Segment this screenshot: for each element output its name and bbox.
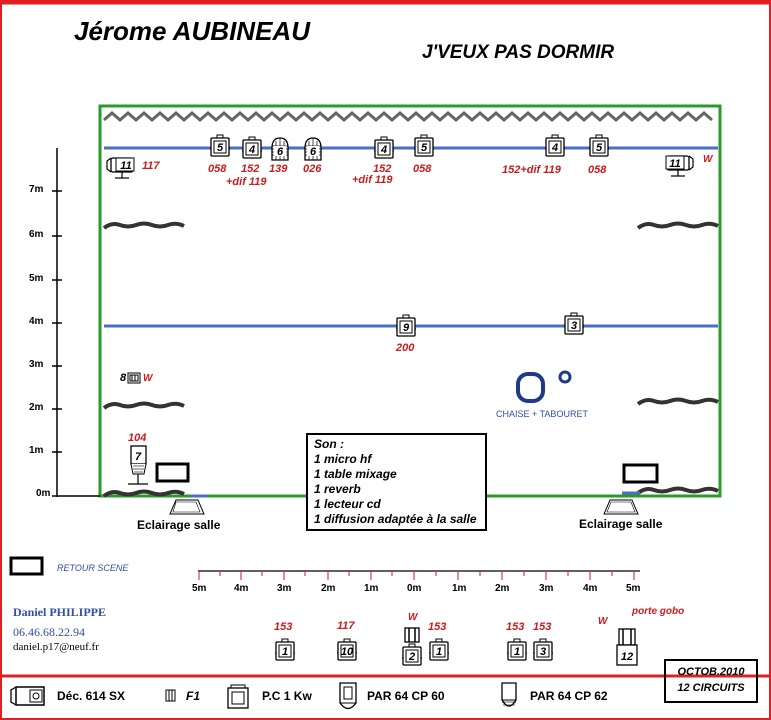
floor-row-fixture-12 <box>617 629 637 665</box>
front-fixture-7 <box>545 135 565 156</box>
floor-gel: W <box>408 612 418 623</box>
sound-item: 1 micro hf <box>314 452 372 466</box>
side-profile-left <box>107 158 134 178</box>
floor-row-fixture-1c <box>507 639 527 660</box>
mid-fixture-3 <box>564 313 584 334</box>
gel-extra-label: +dif 119 <box>352 174 393 186</box>
info-box <box>664 659 758 703</box>
gel-label-floor-7: 104 <box>128 432 147 444</box>
svg-text:3: 3 <box>539 646 547 658</box>
chaise-label: CHAISE + TABOURET <box>496 409 588 419</box>
svg-text:9: 9 <box>402 322 410 334</box>
info-date: OCTOB.2010 <box>677 666 745 678</box>
legend-label: PAR 64 CP 60 <box>367 689 445 703</box>
eclairage-salle-right: Eclairage salle <box>579 517 663 531</box>
f1-fixture-8 <box>128 373 140 383</box>
floor-row-fixture-1b <box>429 639 449 660</box>
contact-name: Daniel PHILIPPE <box>13 605 107 619</box>
y-label-7m: 7m <box>29 184 44 195</box>
y-label-6m: 6m <box>29 229 44 240</box>
x-label: 3m <box>277 583 292 594</box>
gel-label: 026 <box>303 163 322 175</box>
svg-text:5: 5 <box>595 142 603 154</box>
gel-label: 152 <box>241 163 260 175</box>
scenery-right-2m <box>638 400 718 405</box>
gel-label-mid: 200 <box>396 342 415 354</box>
sound-item: 1 reverb <box>314 482 361 496</box>
gel-extra-label: +dif 119 <box>226 176 267 188</box>
x-label: 0m <box>407 583 422 594</box>
retour-scene-icon <box>11 558 42 574</box>
floor-row-fixture-10 <box>337 639 357 660</box>
floor-row-fixture-2 <box>402 628 422 665</box>
gel-label: 139 <box>269 163 288 175</box>
front-fixture-3 <box>272 138 288 160</box>
svg-text:4: 4 <box>248 144 256 156</box>
svg-text:2: 2 <box>408 651 416 663</box>
svg-text:7: 7 <box>134 451 142 463</box>
f1-gel: W <box>143 373 153 384</box>
floor-fixture-7 <box>128 446 148 484</box>
scenery-right-6m <box>638 224 718 229</box>
svg-text:1: 1 <box>281 646 289 658</box>
x-label: 1m <box>364 583 379 594</box>
svg-text:11: 11 <box>669 158 681 170</box>
floor-gel: 153 <box>274 621 293 633</box>
x-label: 3m <box>539 583 554 594</box>
front-fixture-5 <box>374 137 394 158</box>
retour-monitor-left <box>157 464 188 481</box>
y-label-1m: 1m <box>29 445 44 456</box>
scenery-right-0m <box>638 489 718 494</box>
x-label: 5m <box>192 583 207 594</box>
porte-gobo-label: porte gobo <box>632 606 685 617</box>
show-title: J'VEUX PAS DORMIR <box>422 42 615 63</box>
info-circuits: 12 CIRCUITS <box>677 682 745 694</box>
gel-label: 058 <box>208 163 227 175</box>
floor-row-fixture-1 <box>275 639 295 660</box>
x-axis-ticks <box>199 571 634 580</box>
legend-pc-icon <box>228 685 248 708</box>
sound-item: 1 diffusion adaptée à la salle <box>314 512 477 526</box>
svg-text:4: 4 <box>380 144 388 156</box>
x-label: 2m <box>321 583 336 594</box>
chaise-icon <box>518 374 543 401</box>
sound-item: 1 lecteur cd <box>314 497 381 511</box>
svg-text:5: 5 <box>420 142 428 154</box>
svg-text:6: 6 <box>309 146 317 158</box>
svg-text:11: 11 <box>120 160 132 172</box>
tabouret-icon <box>560 372 570 382</box>
gel-label: 058 <box>588 164 607 176</box>
mid-fixture-9 <box>396 315 416 336</box>
x-label: 4m <box>583 583 598 594</box>
front-fixture-6 <box>414 135 434 156</box>
front-fixture-1 <box>210 135 230 156</box>
top-border-curtain <box>104 113 712 120</box>
legend-label: PAR 64 CP 62 <box>530 689 608 703</box>
x-label: 4m <box>234 583 249 594</box>
y-label-4m: 4m <box>29 316 44 327</box>
floor-gel: 117 <box>337 620 355 632</box>
svg-text:1: 1 <box>513 646 521 658</box>
floor-gel: W <box>598 616 608 627</box>
y-axis-ticks <box>52 191 100 496</box>
gel-label: 152 <box>373 163 392 175</box>
legend-f1-icon <box>166 690 175 701</box>
floor-row-fixture-3 <box>533 639 553 660</box>
contact-phone: 06.46.68.22.94 <box>13 625 85 639</box>
floor-gel: 153 <box>428 621 447 633</box>
legend-label: P.C 1 Kw <box>262 689 312 703</box>
x-label: 5m <box>626 583 641 594</box>
f1-channel: 8 <box>120 372 127 384</box>
legend-label: F1 <box>186 689 201 703</box>
sound-item: 1 table mixage <box>314 467 397 481</box>
gel-label-side-left: 117 <box>142 160 160 172</box>
scenery-left-2m <box>104 404 184 409</box>
legend-label: Déc. 614 SX <box>57 689 126 703</box>
front-fixture-4 <box>305 138 321 160</box>
svg-text:5: 5 <box>216 142 224 154</box>
legend-par62-icon <box>502 683 516 706</box>
front-fixture-2 <box>242 137 262 158</box>
retour-scene-label: RETOUR SCENE <box>57 563 129 573</box>
svg-text:6: 6 <box>276 146 284 158</box>
svg-text:12: 12 <box>620 651 634 663</box>
sound-box <box>306 433 487 531</box>
gel-label: 152+dif 119 <box>502 164 561 176</box>
floor-gel: 153 <box>506 621 525 633</box>
y-label-5m: 5m <box>29 273 44 284</box>
y-label-2m: 2m <box>29 402 44 413</box>
artist-name: Jérome AUBINEAU <box>74 16 310 46</box>
sound-title: Son : <box>314 437 344 451</box>
retour-monitor-right <box>624 465 657 482</box>
svg-text:1: 1 <box>435 646 443 658</box>
x-label: 2m <box>495 583 510 594</box>
front-fixture-8 <box>589 135 609 156</box>
contact-email: daniel.p17@neuf.fr <box>13 641 99 653</box>
svg-text:10: 10 <box>340 646 354 658</box>
floor-gel: 153 <box>533 621 552 633</box>
scenery-left-6m <box>104 224 184 229</box>
y-label-3m: 3m <box>29 359 44 370</box>
legend-par60-icon <box>340 683 356 709</box>
eclairage-salle-left: Eclairage salle <box>137 518 221 532</box>
x-label: 1m <box>452 583 467 594</box>
gel-label-side-right: W <box>703 154 713 165</box>
y-label-0m: 0m <box>36 488 51 499</box>
svg-text:3: 3 <box>570 320 578 332</box>
gel-label: 058 <box>413 163 432 175</box>
svg-text:4: 4 <box>551 142 559 154</box>
legend-profile-icon <box>11 687 44 705</box>
